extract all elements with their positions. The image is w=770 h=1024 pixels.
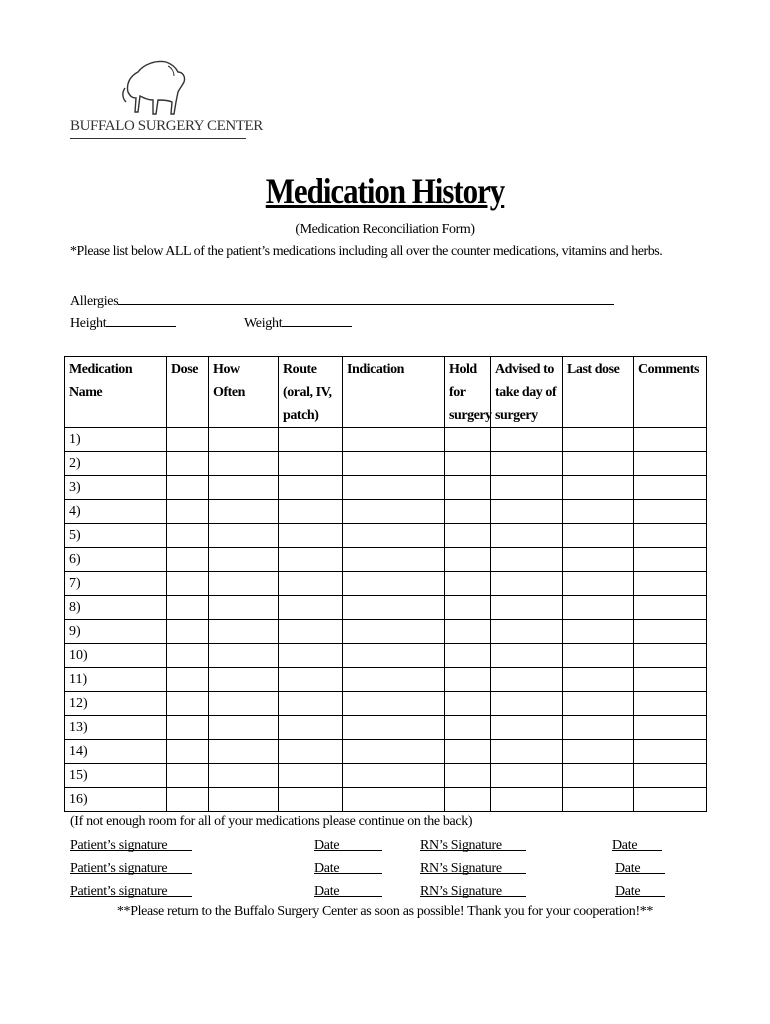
allergies-input-line[interactable]	[118, 292, 614, 305]
table-cell[interactable]	[563, 548, 634, 572]
table-header-row	[65, 357, 707, 428]
table-cell[interactable]	[445, 476, 491, 500]
table-cell[interactable]	[343, 596, 445, 620]
table-cell[interactable]	[634, 548, 707, 572]
row-number: 2)	[65, 452, 167, 476]
patient-signature-label: Patient’s signature	[70, 861, 168, 876]
table-row	[65, 620, 707, 644]
table-cell[interactable]	[491, 788, 563, 812]
row-number: 12)	[65, 692, 167, 716]
table-cell[interactable]	[491, 668, 563, 692]
table-cell[interactable]	[279, 788, 343, 812]
header-route: Route (oral, IV, patch)	[279, 357, 343, 428]
table-cell[interactable]	[209, 572, 279, 596]
table-cell[interactable]	[445, 572, 491, 596]
table-cell[interactable]	[563, 692, 634, 716]
table-cell[interactable]	[445, 548, 491, 572]
table-cell[interactable]	[634, 788, 707, 812]
row-number: 14)	[65, 740, 167, 764]
table-cell[interactable]	[209, 548, 279, 572]
row-number: 6)	[65, 548, 167, 572]
table-cell[interactable]	[491, 572, 563, 596]
row-number: 3)	[65, 476, 167, 500]
table-cell[interactable]	[634, 572, 707, 596]
table-row	[65, 644, 707, 668]
table-cell[interactable]	[563, 428, 634, 452]
table-cell[interactable]	[167, 452, 209, 476]
table-row	[65, 716, 707, 740]
date-line[interactable]	[612, 838, 662, 851]
table-cell[interactable]	[563, 788, 634, 812]
row-number: 16)	[65, 788, 167, 812]
table-cell[interactable]	[279, 620, 343, 644]
buffalo-logo	[66, 58, 263, 142]
header-dose: Dose	[167, 357, 209, 428]
table-cell[interactable]	[563, 716, 634, 740]
table-cell[interactable]	[563, 620, 634, 644]
table-cell[interactable]	[634, 740, 707, 764]
table-row	[65, 692, 707, 716]
table-cell[interactable]	[634, 716, 707, 740]
table-cell[interactable]	[209, 716, 279, 740]
table-cell[interactable]	[634, 620, 707, 644]
table-cell[interactable]	[279, 476, 343, 500]
table-cell[interactable]	[167, 572, 209, 596]
table-cell[interactable]	[279, 548, 343, 572]
table-cell[interactable]	[491, 716, 563, 740]
table-cell[interactable]	[634, 500, 707, 524]
table-cell[interactable]	[445, 620, 491, 644]
date-label: Date	[615, 861, 641, 876]
patient-signature-line[interactable]	[70, 884, 192, 897]
date-line[interactable]	[615, 861, 665, 874]
weight-field	[244, 314, 352, 332]
table-cell[interactable]	[279, 500, 343, 524]
logo-text: BUFFALO SURGERY CENTER	[70, 118, 263, 134]
table-cell[interactable]	[167, 692, 209, 716]
table-cell[interactable]	[491, 764, 563, 788]
table-cell[interactable]	[491, 524, 563, 548]
page-subtitle: (Medication Reconciliation Form)	[295, 222, 475, 237]
table-cell[interactable]	[167, 764, 209, 788]
table-cell[interactable]	[209, 596, 279, 620]
table-cell[interactable]	[209, 764, 279, 788]
table-cell[interactable]	[343, 644, 445, 668]
table-cell[interactable]	[634, 596, 707, 620]
table-cell[interactable]	[491, 692, 563, 716]
row-number: 10)	[65, 644, 167, 668]
table-cell[interactable]	[209, 692, 279, 716]
row-number: 7)	[65, 572, 167, 596]
table-cell[interactable]	[167, 524, 209, 548]
row-number: 1)	[65, 428, 167, 452]
table-cell[interactable]	[343, 452, 445, 476]
table-cell[interactable]	[167, 476, 209, 500]
height-input-line[interactable]	[106, 314, 176, 327]
table-cell[interactable]	[491, 740, 563, 764]
table-cell[interactable]	[445, 764, 491, 788]
table-cell[interactable]	[209, 740, 279, 764]
table-cell[interactable]	[343, 428, 445, 452]
table-cell[interactable]	[634, 692, 707, 716]
table-cell[interactable]	[563, 596, 634, 620]
table-row	[65, 500, 707, 524]
table-cell[interactable]	[167, 620, 209, 644]
rn-signature-label: RN’s Signature	[420, 861, 502, 876]
table-cell[interactable]	[491, 476, 563, 500]
table-cell[interactable]	[491, 428, 563, 452]
table-row	[65, 764, 707, 788]
row-number: 13)	[65, 716, 167, 740]
table-cell[interactable]	[209, 452, 279, 476]
table-cell[interactable]	[445, 596, 491, 620]
table-cell[interactable]	[445, 740, 491, 764]
table-cell[interactable]	[445, 788, 491, 812]
table-cell[interactable]	[209, 668, 279, 692]
header-indication: Indication	[343, 357, 445, 428]
row-number: 8)	[65, 596, 167, 620]
table-row	[65, 548, 707, 572]
table-cell[interactable]	[343, 740, 445, 764]
table-cell[interactable]	[343, 620, 445, 644]
table-cell[interactable]	[563, 644, 634, 668]
table-row	[65, 428, 707, 452]
medication-table	[64, 356, 707, 812]
table-cell[interactable]	[343, 500, 445, 524]
weight-label: Weight	[244, 316, 283, 331]
table-cell[interactable]	[445, 524, 491, 548]
date-label: Date	[314, 861, 340, 876]
table-cell[interactable]	[445, 692, 491, 716]
table-cell[interactable]	[563, 764, 634, 788]
table-cell[interactable]	[445, 452, 491, 476]
table-cell[interactable]	[491, 644, 563, 668]
table-cell[interactable]	[343, 476, 445, 500]
table-cell[interactable]	[343, 524, 445, 548]
table-cell[interactable]	[634, 524, 707, 548]
table-cell[interactable]	[279, 644, 343, 668]
table-cell[interactable]	[491, 500, 563, 524]
table-cell[interactable]	[634, 644, 707, 668]
table-cell[interactable]	[209, 620, 279, 644]
table-cell[interactable]	[343, 548, 445, 572]
table-row	[65, 596, 707, 620]
table-cell[interactable]	[167, 596, 209, 620]
instruction-text: *Please list below ALL of the patient’s medications including all over the counter medications, vitamins and herbs.	[70, 244, 663, 259]
rn-signature-line[interactable]	[420, 838, 526, 851]
date-line[interactable]	[615, 884, 665, 897]
patient-signature-label: Patient’s signature	[70, 884, 168, 899]
table-row	[65, 668, 707, 692]
header-last-dose: Last dose	[563, 357, 634, 428]
table-cell[interactable]	[445, 668, 491, 692]
table-cell[interactable]	[279, 524, 343, 548]
table-cell[interactable]	[491, 548, 563, 572]
rn-signature-label: RN’s Signature	[420, 884, 502, 899]
allergies-field	[70, 292, 614, 310]
rn-signature-label: RN’s Signature	[420, 838, 502, 853]
table-cell[interactable]	[209, 788, 279, 812]
table-cell[interactable]	[491, 596, 563, 620]
row-number: 4)	[65, 500, 167, 524]
logo-underline	[70, 138, 246, 139]
table-cell[interactable]	[167, 668, 209, 692]
header-comments: Comments	[634, 357, 707, 428]
weight-input-line[interactable]	[282, 314, 352, 327]
table-cell[interactable]	[279, 716, 343, 740]
table-cell[interactable]	[445, 716, 491, 740]
buffalo-icon	[122, 58, 192, 118]
rn-signature-line[interactable]	[420, 861, 526, 874]
date-line[interactable]	[314, 838, 382, 851]
table-row	[65, 788, 707, 812]
table-cell[interactable]	[563, 500, 634, 524]
table-cell[interactable]	[279, 692, 343, 716]
table-cell[interactable]	[209, 524, 279, 548]
table-cell[interactable]	[491, 620, 563, 644]
footer-message: **Please return to the Buffalo Surgery Center as soon as possible! Thank you for your cooperation!**	[116, 904, 654, 919]
table-cell[interactable]	[634, 764, 707, 788]
header-how-often: How Often	[209, 357, 279, 428]
date-line[interactable]	[314, 861, 382, 874]
table-cell[interactable]	[343, 764, 445, 788]
table-cell[interactable]	[167, 740, 209, 764]
table-cell[interactable]	[279, 668, 343, 692]
table-cell[interactable]	[491, 452, 563, 476]
date-label: Date	[612, 838, 638, 853]
height-label: Height	[70, 316, 107, 331]
table-cell[interactable]	[634, 452, 707, 476]
table-row	[65, 524, 707, 548]
table-row	[65, 452, 707, 476]
signature-row	[70, 838, 710, 862]
table-cell[interactable]	[279, 428, 343, 452]
table-cell[interactable]	[279, 740, 343, 764]
table-cell[interactable]	[279, 452, 343, 476]
table-cell[interactable]	[167, 716, 209, 740]
table-row	[65, 740, 707, 764]
allergies-label: Allergies	[70, 294, 119, 309]
date-line[interactable]	[314, 884, 382, 897]
patient-signature-label: Patient’s signature	[70, 838, 168, 853]
table-cell[interactable]	[445, 644, 491, 668]
table-cell[interactable]	[279, 572, 343, 596]
date-label: Date	[314, 838, 340, 853]
table-cell[interactable]	[343, 692, 445, 716]
signature-row	[70, 861, 710, 885]
table-cell[interactable]	[167, 644, 209, 668]
table-row	[65, 476, 707, 500]
table-cell[interactable]	[634, 428, 707, 452]
table-cell[interactable]	[445, 500, 491, 524]
table-cell[interactable]	[167, 500, 209, 524]
date-label: Date	[314, 884, 340, 899]
table-cell[interactable]	[343, 572, 445, 596]
height-field	[70, 314, 176, 332]
table-cell[interactable]	[563, 452, 634, 476]
patient-signature-line[interactable]	[70, 861, 192, 874]
page-title: Medication History	[265, 171, 505, 211]
table-cell[interactable]	[563, 572, 634, 596]
continue-note: (If not enough room for all of your medications please continue on the back)	[70, 814, 473, 829]
table-cell[interactable]	[209, 644, 279, 668]
table-cell[interactable]	[279, 764, 343, 788]
table-cell[interactable]	[563, 740, 634, 764]
table-cell[interactable]	[563, 476, 634, 500]
table-cell[interactable]	[634, 476, 707, 500]
table-cell[interactable]	[167, 548, 209, 572]
header-hold-for-surgery: Hold for surgery	[445, 357, 491, 428]
table-cell[interactable]	[634, 668, 707, 692]
header-medication-name: Medication Name	[65, 357, 167, 428]
row-number: 11)	[65, 668, 167, 692]
table-cell[interactable]	[445, 428, 491, 452]
table-cell[interactable]	[209, 500, 279, 524]
table-cell[interactable]	[343, 716, 445, 740]
table-cell[interactable]	[279, 596, 343, 620]
row-number: 5)	[65, 524, 167, 548]
table-cell[interactable]	[209, 428, 279, 452]
table-cell[interactable]	[209, 476, 279, 500]
table-cell[interactable]	[167, 428, 209, 452]
patient-signature-line[interactable]	[70, 838, 192, 851]
rn-signature-line[interactable]	[420, 884, 526, 897]
row-number: 15)	[65, 764, 167, 788]
table-cell[interactable]	[343, 788, 445, 812]
date-label: Date	[615, 884, 641, 899]
row-number: 9)	[65, 620, 167, 644]
table-cell[interactable]	[563, 668, 634, 692]
table-cell[interactable]	[343, 668, 445, 692]
header-advised-day-of-surgery: Advised to take day of surgery	[491, 357, 563, 428]
table-cell[interactable]	[563, 524, 634, 548]
table-cell[interactable]	[167, 788, 209, 812]
table-row	[65, 572, 707, 596]
